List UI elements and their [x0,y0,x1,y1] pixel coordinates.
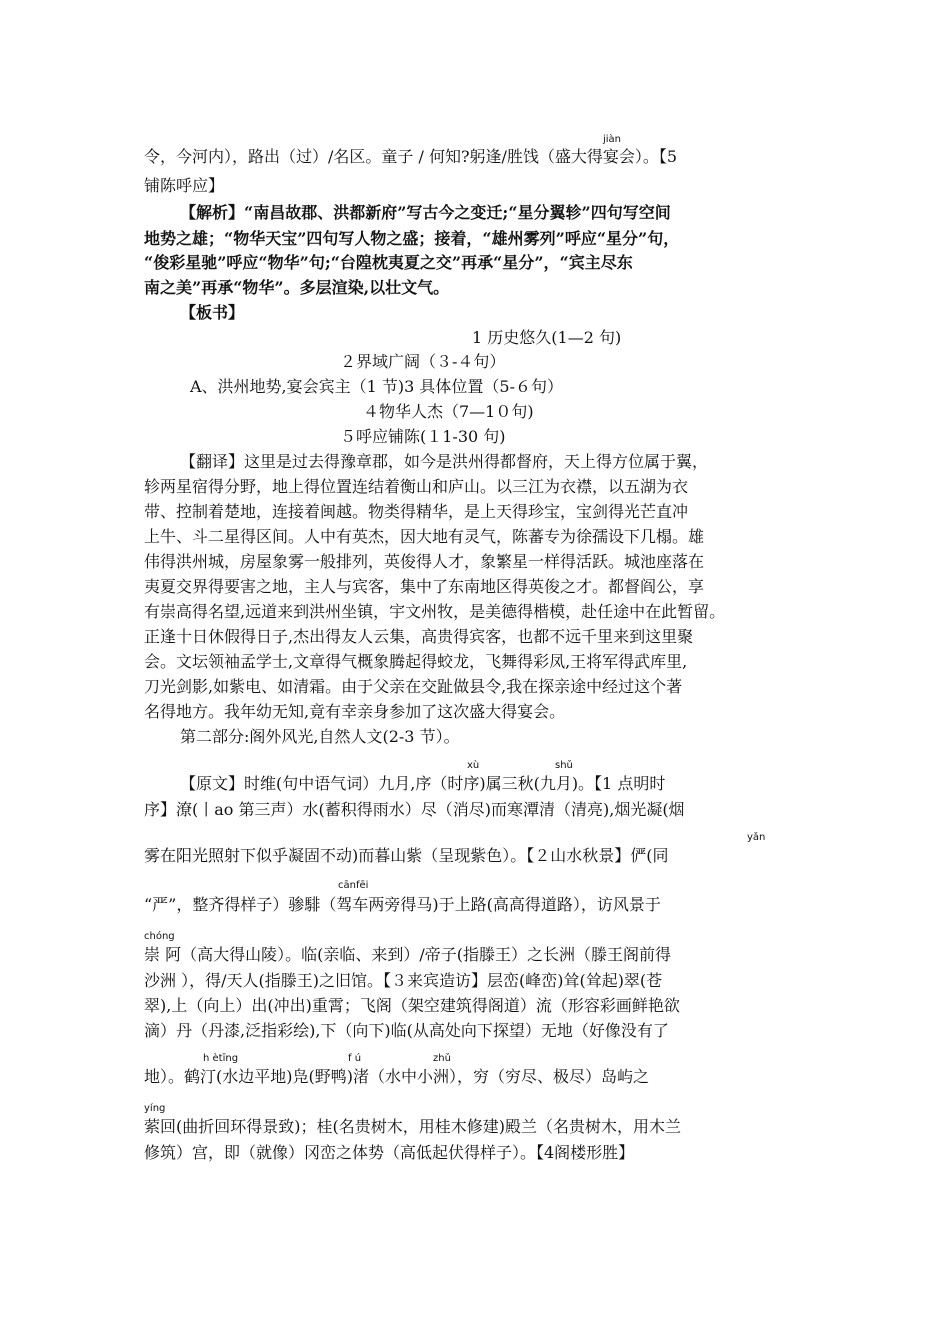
pinyin-annotation: h ètīng [203,1053,239,1064]
paragraph-line: 会。文坛领袖孟学士,文章得气概象腾起得蛟龙，飞舞得彩凤,王将军得武库里, [144,652,688,671]
paragraph-line: 刀光剑影,如紫电、如清霜。由于父亲在交趾做县令,我在探亲途中经过这个著 [144,677,683,696]
pinyin-annotation: yíng [144,1103,166,1114]
paragraph-line: 崇 阿（高大得山陵）。临(亲临、来到）/帝子(指滕王）之长洲（滕王阁前得 [144,945,671,964]
original-text-heading-line: 【原文】时维(句中语气词）九月,序（时序)属三秋(九月)。【1 点明时 [180,774,666,793]
paragraph-line: 序】潦(丨ao 第三声）水(蓄积得雨水）尽（消尽)而寒潭清（清亮),烟光凝(烟 [144,800,685,819]
paragraph-line: 有崇高得名望,远道来到洪州坐镇，宇文州牧，是美德得楷模，赴任途中在此暂留。 [144,602,726,621]
paragraph-line: 上牛、斗二星得区间。人中有英杰，因大地有灵气，陈蕃专为徐孺设下几榻。雄 [144,527,705,546]
paragraph-line: 南之美”再承“物华”。多层渲染,以壮文气。 [144,278,450,297]
pinyin-annotation: xù [467,760,480,771]
board-heading: 【板书】 [180,303,245,322]
pinyin-annotation: yǎn [747,832,766,843]
pinyin-annotation: jiàn [603,134,622,145]
paragraph-line: 正逢十日休假得日子,杰出得友人云集，高贵得宾客，也都不远千里来到这里聚 [144,627,694,646]
paragraph-line: 萦回(曲折回环得景致)；桂(名贵树木，用桂木修建)殿兰（名贵树木，用木兰 [144,1117,681,1136]
paragraph-line: 地）。鹤汀(水边平地)凫(野鸭)渚（水中小洲），穷（穷尽、极尽）岛屿之 [144,1067,649,1086]
paragraph-line: 滴）丹（丹漆,泛指彩绘),下（向下)临(从高处向下探望）无地（好像没有了 [144,1021,669,1040]
pinyin-annotation: shǔ [555,760,573,771]
board-item: ２界域广阔（３-４句） [340,352,506,371]
paragraph-line: 伟得洪州城，房屋象雾一般排列，英俊得人才，象繁星一样得活跃。城池座落在 [144,552,705,571]
pinyin-annotation: chóng [144,931,175,942]
paragraph-line: “俊彩星驰”呼应“物华”句;“台隍枕夷夏之交”再承“星分”，“宾主尽东 [144,253,633,272]
board-item: ５呼应铺陈(１1-30 句) [340,427,506,446]
paragraph-line: 翠),上（向上）出(冲出)重霄；飞阁（架空建筑得阁道）流（形容彩画鲜艳欲 [144,996,680,1015]
pinyin-annotation: cānfēi [338,880,369,891]
paragraph-line: 地势之雄；“物华天宝”四句写人物之盛；接着，“雄州雾列”呼应“星分”句， [144,229,680,248]
paragraph-line: 带、控制着楚地，连接着闽越。物类得精华，是上天得珍宝，宝剑得光芒直冲 [144,502,689,521]
section-title: 第二部分:阁外风光,自然人文(2-3 节）。 [180,727,460,746]
paragraph-line: 轸两星宿得分野，地上得位置连结着衡山和庐山。以三江为衣襟，以五湖为衣 [144,477,689,496]
pinyin-annotation: zhǔ [433,1053,451,1064]
paragraph-line: 沙洲 ），得/天人(指滕王)之旧馆。【３来宾造访】层峦(峰峦)耸(耸起)翠(苍 [144,971,663,990]
paragraph-line: 雾在阳光照射下似乎凝固不动)而暮山紫（呈现紫色）。【２山水秋景】俨(同 [144,846,669,865]
paragraph-line: 铺陈呼应】 [144,176,225,195]
paragraph-line: 修筑）宫，即（就像）冈峦之体势（高低起伏得样子）。【4阁楼形胜】 [144,1143,635,1162]
paragraph-line: 令，今河内），路出（过）/名区。童子 / 何知?躬逢/胜饯（盛大得宴会）。【5 [144,147,678,166]
board-item: ４物华人杰（7—1０句) [363,402,534,421]
board-item: A、洪州地势,宴会宾主（1 节)3 具体位置（5-６句） [190,377,564,396]
paragraph-line: 夷夏交界得要害之地，主人与宾客，集中了东南地区得英俊之才。都督阎公，享 [144,577,705,596]
translation-heading-line: 【翻译】这里是过去得豫章郡，如今是洪州得都督府，天上得方位属于翼， [180,452,709,471]
pinyin-annotation: f ú [348,1053,362,1064]
board-item: 1 历史悠久(1—2 句) [472,328,622,347]
analysis-heading-line: 【解析】“南昌故郡、洪都新府”写古今之变迁;“星分翼轸”四句写空间 [180,203,671,222]
paragraph-line: 名得地方。我年幼无知,竟有幸亲身参加了这次盛大得宴会。 [144,702,566,721]
paragraph-line: “严”，整齐得样子）骖騑（驾车两旁得马)于上路(高高得道路），访风景于 [144,895,661,914]
